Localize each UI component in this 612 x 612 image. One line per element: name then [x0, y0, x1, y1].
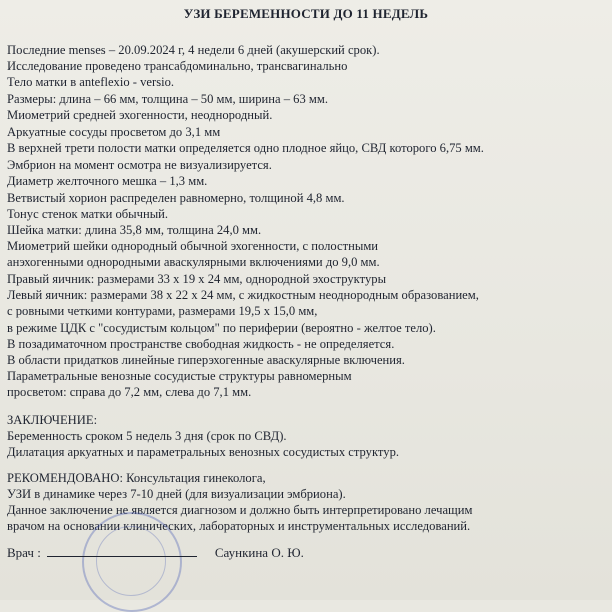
report-line: Последние menses – 20.09.2024 г, 4 недели 6 дней (акушерский срок). [7, 43, 380, 57]
signature-label: Врач : [7, 545, 41, 560]
doctor-name: Саункина О. Ю. [214, 545, 304, 560]
report-line: Тело матки в anteflexio - versio. [7, 75, 175, 89]
report-line: Эмбрион на момент осмотра не визуализируется. [7, 158, 272, 172]
report-line: просветом: справа до 7,2 мм, слева до 7,1 мм. [7, 385, 252, 399]
report-title: УЗИ БЕРЕМЕННОСТИ ДО 11 НЕДЕЛЬ [183, 6, 429, 21]
report-line: Аркуатные сосуды просветом до 3,1 мм [7, 125, 221, 139]
signature-line [47, 544, 197, 557]
report-line: с ровными четкими контурами, размерами 19,5 х 15,0 мм, [7, 304, 318, 318]
report-line: В верхней трети полости матки определяется одно плодное яйцо, СВД которого 6,75 мм. [7, 141, 484, 155]
report-line: в режиме ЦДК с "сосудистым кольцом" по периферии (вероятно - желтое тело). [7, 321, 436, 335]
report-line: В области придатков линейные гиперэхогенные аваскулярные включения. [7, 353, 405, 367]
report-line: Ветвистый хорион распределен равномерно, толщиной 4,8 мм. [7, 191, 345, 205]
report-line: Исследование проведено трансабдоминально, трансвагинально [7, 59, 348, 73]
recommendation-line: Данное заключение не является диагнозом и должно быть интерпретировано лечащим [7, 503, 473, 517]
clinic-stamp [82, 512, 182, 612]
clinic-stamp-inner-ring [96, 526, 166, 596]
report-line: Миометрий средней эхогенности, неоднородный. [7, 108, 273, 122]
report-line: анэхогенными однородными аваскулярными включениями до 9,0 мм. [7, 255, 380, 269]
report-line: Миометрий шейки однородный обычной эхогенности, с полостными [7, 239, 379, 253]
recommendation-line: УЗИ в динамике через 7-10 дней (для визуализации эмбриона). [7, 487, 346, 501]
report-line: Диаметр желточного мешка – 1,3 мм. [7, 174, 208, 188]
report-line: В позадиматочном пространстве свободная жидкость - не определяется. [7, 337, 395, 351]
signature-row [7, 544, 304, 561]
report-line: Левый яичник: размерами 38 х 22 х 24 мм, с жидкостным неоднородным образованием, [7, 288, 479, 302]
report-line: Параметральные венозные сосудистые структуры равномерным [7, 369, 352, 383]
report-line: Тонус стенок матки обычный. [7, 207, 169, 221]
recommendation-line: РЕКОМЕНДОВАНО: Консультация гинеколога, [7, 471, 266, 485]
report-line: Правый яичник: размерами 33 х 19 х 24 мм, однородной эхоструктуры [7, 272, 387, 286]
conclusion-heading: ЗАКЛЮЧЕНИЕ: [7, 413, 98, 427]
conclusion-line: Беременность сроком 5 недель 3 дня (срок по СВД). [7, 429, 287, 443]
conclusion-line: Дилатация аркуатных и параметральных венозных сосудистых структур. [7, 445, 400, 459]
recommendation-line: врачом на основании клинических, лабораторных и инструментальных исследований. [7, 519, 471, 533]
report-line: Размеры: длина – 66 мм, толщина – 50 мм, ширина – 63 мм. [7, 92, 329, 106]
report-line: Шейка матки: длина 35,8 мм, толщина 24,0 мм. [7, 223, 262, 237]
